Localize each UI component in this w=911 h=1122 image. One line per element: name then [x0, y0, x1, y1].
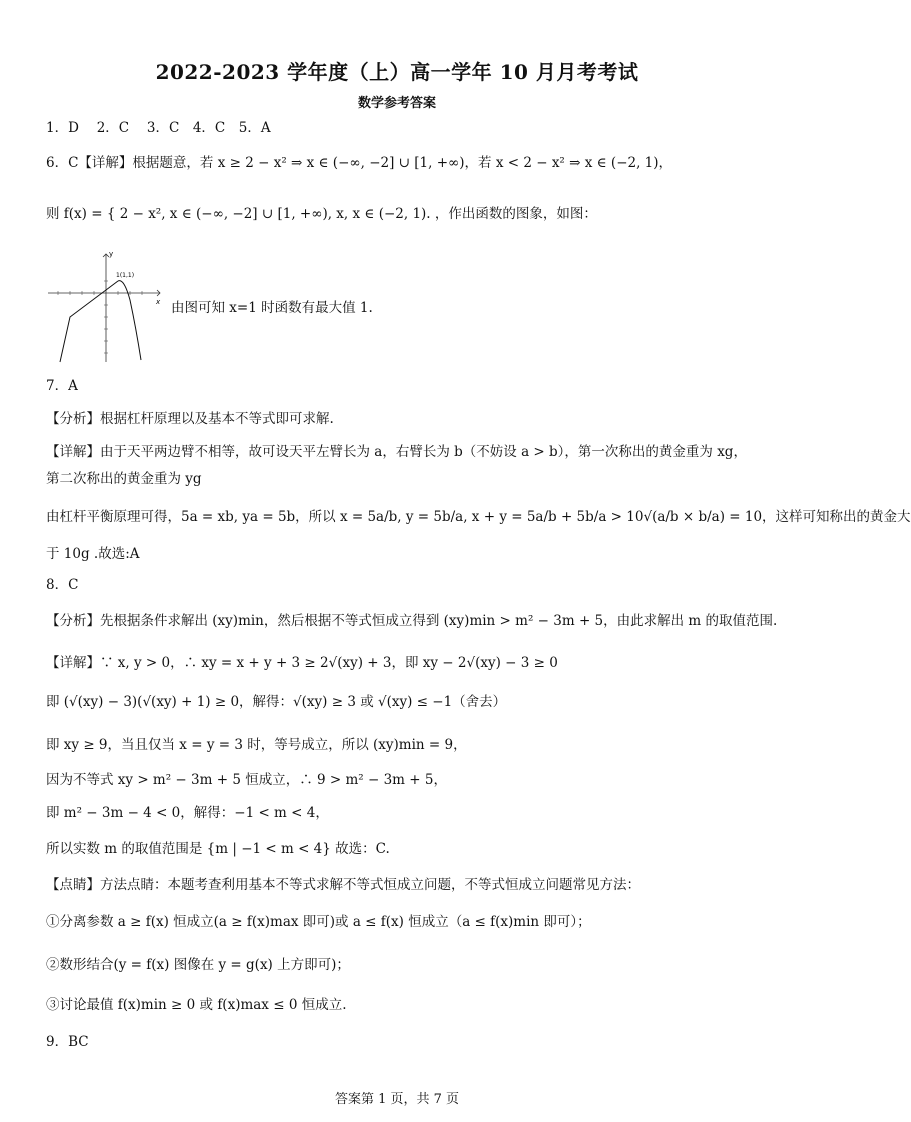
q8-tip: 【点睛】方法点睛：本题考查利用基本不等式求解不等式恒成立问题，不等式恒成立问题常见方法：	[46, 877, 640, 893]
q8-method-3: ③讨论最值 f(x)min ≥ 0 或 f(x)max ≤ 0 恒成立.	[46, 997, 347, 1013]
q7-analysis: 【分析】根据杠杆原理以及基本不等式即可求解.	[46, 411, 334, 427]
q6-line-1: 6．C【详解】根据题意，若 x ≥ 2 − x² ⇒ x ∈ (−∞, −2] ∪ [1, +∞)，若 x < 2 − x² ⇒ x ∈ (−2, 1)，	[46, 155, 673, 171]
q7-detail-2: 第二次称出的黄金重为 yg	[46, 471, 202, 487]
y-axis-label: y	[109, 250, 114, 258]
max-point-label: 1(1,1)	[116, 272, 135, 279]
q7-detail-3: 由杠杆平衡原理可得，5a = xb, ya = 5b，所以 x = 5a/b, y = 5b/a, x + y = 5a/b + 5b/a > 10√(a/b × b/a) = 10，这样可知称出的黄金大	[46, 509, 911, 525]
function-graph-svg	[46, 250, 164, 365]
page-footer: 答案第 1 页，共 7 页	[334, 1092, 460, 1107]
q7-detail-4: 于 10g .故选:A	[46, 546, 140, 562]
q8-detail-3: 即 xy ≥ 9，当且仅当 x = y = 3 时，等号成立，所以 (xy)min = 9，	[46, 737, 467, 753]
q8-analysis: 【分析】先根据条件求解出 (xy)min，然后根据不等式恒成立得到 (xy)min > m² − 3m + 5，由此求解出 m 的取值范围.	[46, 613, 778, 629]
q8-detail-2: 即 (√(xy) − 3)(√(xy) + 1) ≥ 0，解得：√(xy) ≥ 3 或 √(xy) ≤ −1（舍去）	[46, 694, 507, 710]
q7-detail-1: 【详解】由于天平两边臂不相等，故可设天平左臂长为 a，右臂长为 b（不妨设 a > b），第一次称出的黄金重为 xg，	[46, 444, 747, 460]
page-title: 2022-2023 学年度（上）高一学年 10 月月考考试	[155, 60, 639, 84]
q8-detail-1: 【详解】∵ x, y > 0，∴ xy = x + y + 3 ≥ 2√(xy) + 3，即 xy − 2√(xy) − 3 ≥ 0	[46, 655, 558, 671]
quadratic-branch	[118, 281, 141, 360]
q8-method-1: ①分离参数 a ≥ f(x) 恒成立(a ≥ f(x)max 即可)或 a ≤ f(x) 恒成立（a ≤ f(x)min 即可）；	[46, 914, 591, 930]
q8-detail-6: 所以实数 m 的取值范围是 {m | −1 < m < 4} 故选：C.	[46, 841, 390, 857]
q6-line-3: 由图可知 x=1 时函数有最大值 1.	[171, 300, 373, 316]
q7-answer: 7．A	[46, 378, 78, 394]
q9-answer: 9．BC	[46, 1034, 89, 1050]
function-graph	[46, 250, 164, 369]
q6-line-2: 则 f(x) = { 2 − x², x ∈ (−∞, −2] ∪ [1, +∞), x, x ∈ (−2, 1). ，作出函数的图象，如图：	[46, 206, 597, 222]
q8-method-2: ②数形结合(y = f(x) 图像在 y = g(x) 上方即可)；	[46, 957, 350, 973]
answers-1-5: 1．D 2．C 3．C 4．C 5．A	[46, 120, 271, 136]
q8-detail-4: 因为不等式 xy > m² − 3m + 5 恒成立，∴ 9 > m² − 3m + 5，	[46, 772, 447, 788]
q8-detail-5: 即 m² − 3m − 4 < 0，解得：−1 < m < 4，	[46, 805, 329, 821]
x-axis-label: x	[156, 298, 161, 306]
page-subtitle: 数学参考答案	[357, 96, 436, 111]
q8-answer: 8．C	[46, 577, 79, 593]
